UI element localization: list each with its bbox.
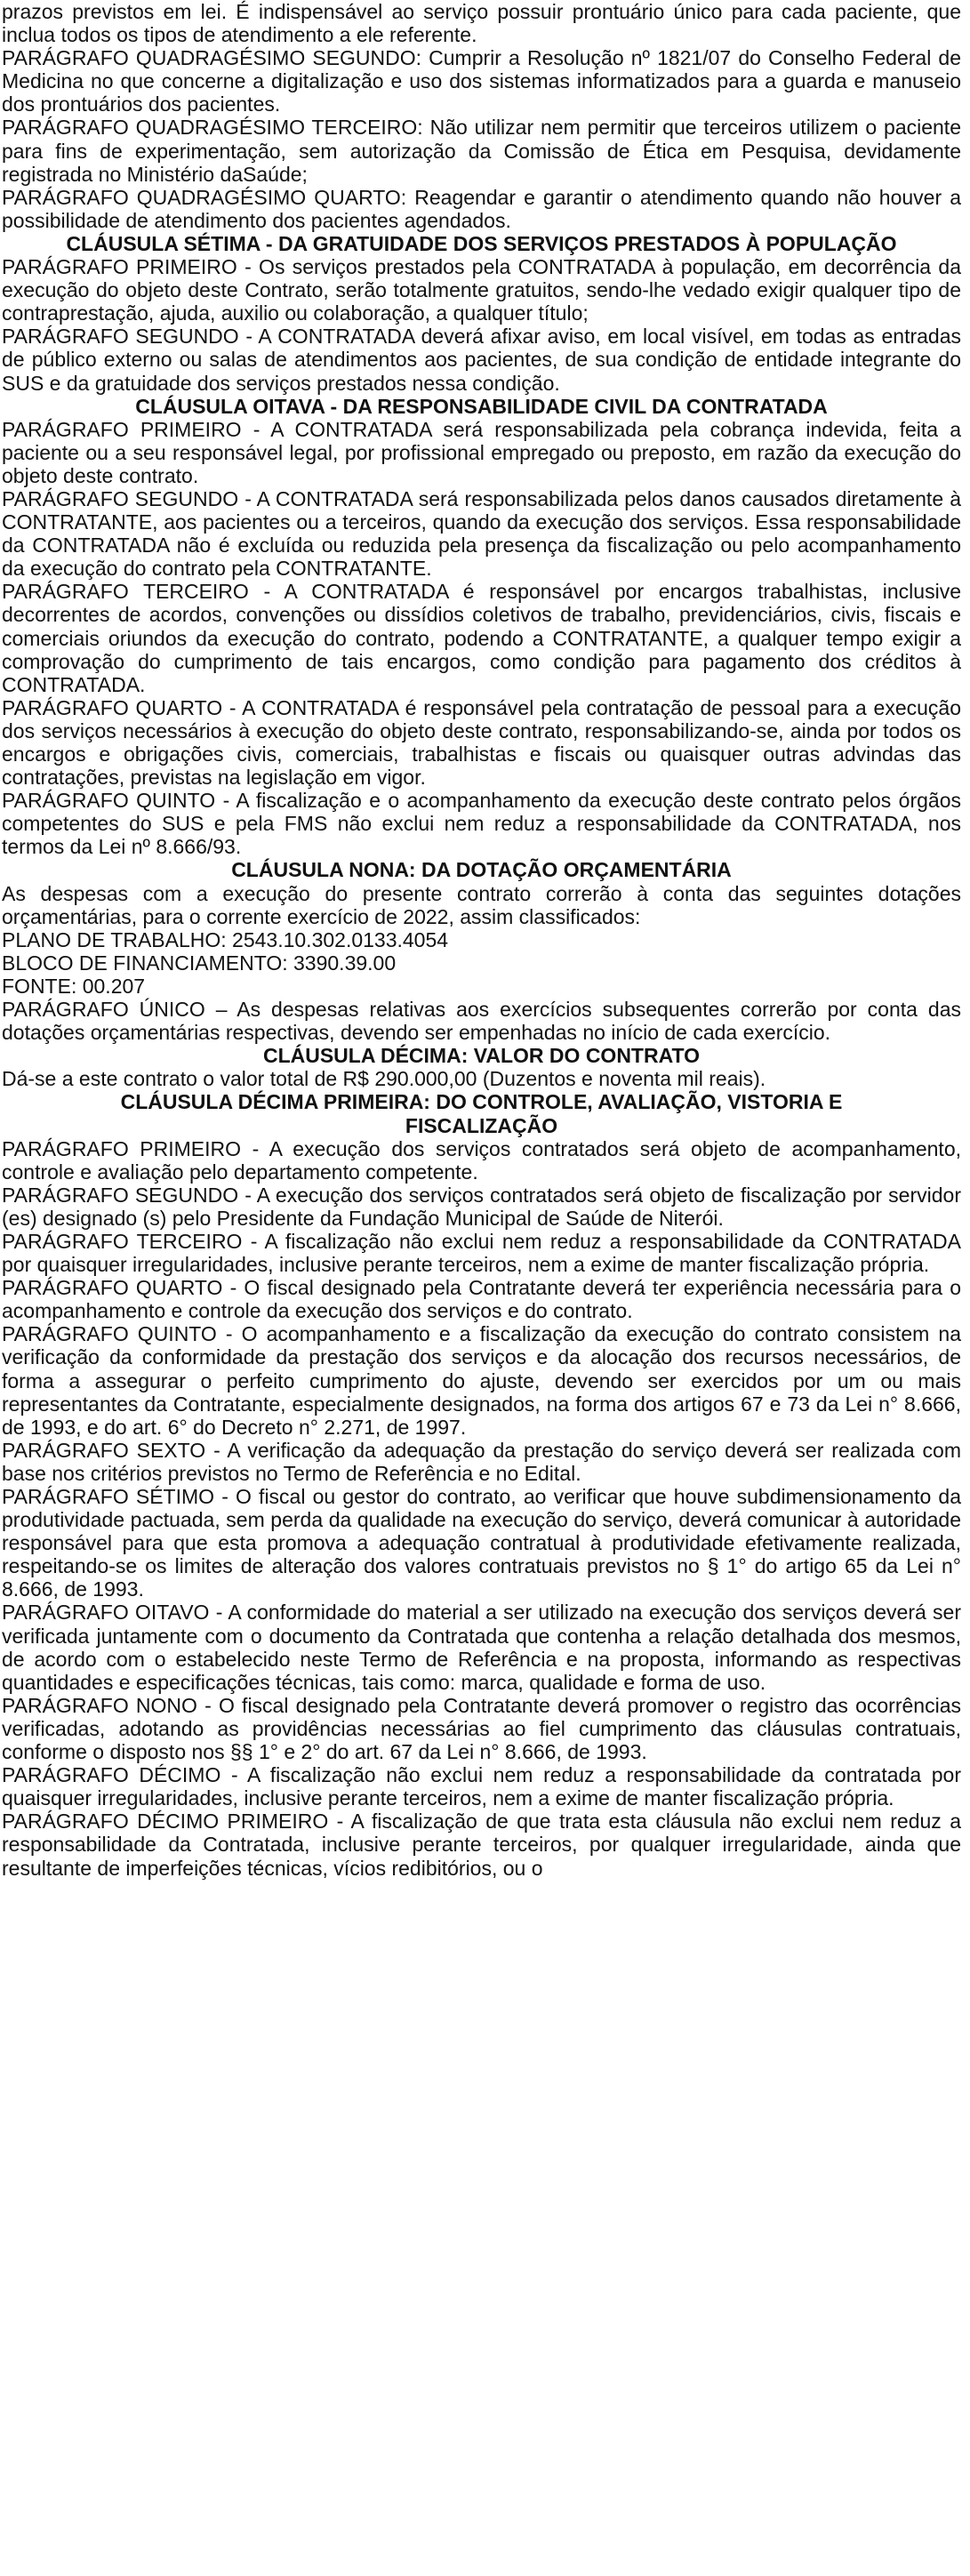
paragraph: PARÁGRAFO SEGUNDO - A CONTRATADA será responsabilizada pelos danos causados diretamente à CONTRATANTE, aos pacientes ou a terceiros, quando da execução dos serviços. Essa responsabilidade da CONTRATADA não é excluída ou reduzida pela presença da fiscalização ou pelo acompanhamento da execução do contrato pela CONTRATANTE. (2, 486, 961, 581)
paragraph: PARÁGRAFO SÉTIMO - O fiscal ou gestor do contrato, ao verificar que houve subdimensionamento da produtividade pactuada, sem perda da qualidade na execução do serviço, deverá comunicar à autoridade responsável para que esta promova a adequação contratual à produtividade efetivamente realizada, respeitando-se os limites de alteração dos valores contratuais previstos no § 1° do artigo 65 da Lei n° 8.666, de 1993. (2, 1485, 961, 1601)
paragraph: PARÁGRAFO SEGUNDO - A execução dos serviços contratados será objeto de fiscalização por servidor (es) designado (s) pelo Presidente da Fundação Municipal de Saúde de Niterói. (2, 1183, 961, 1230)
paragraph: PARÁGRAFO QUADRAGÉSIMO SEGUNDO: Cumprir a Resolução nº 1821/07 do Conselho Federal de Medicina no que concerne a digitalização e uso dos sistemas informatizados para a guarda e manuseio dos prontuários dos pacientes. (2, 46, 961, 116)
clause-heading: CLÁUSULA SÉTIMA - DA GRATUIDADE DOS SERVIÇOS PRESTADOS À POPULAÇÃO (66, 231, 897, 255)
paragraph: prazos previstos em lei. É indispensável ao serviço possuir prontuário único para cada paciente, que inclua todos os tipos de atendimento a ele referente. (2, 0, 961, 47)
budget-line: FONTE: 00.207 (2, 974, 146, 998)
clause-heading: CLÁUSULA OITAVA - DA RESPONSABILIDADE CIVIL DA CONTRATADA (135, 394, 828, 418)
paragraph: PARÁGRAFO DÉCIMO PRIMEIRO - A fiscalização de que trata esta cláusula não exclui nem reduz a responsabilidade da Contratada, inclusive perante terceiros, por qualquer irregularidade, ainda que resultante de imperfeições técnicas, vícios redibitórios, ou o (2, 1810, 961, 1880)
paragraph: PARÁGRAFO TERCEIRO - A fiscalização não exclui nem reduz a responsabilidade da CONTRATADA por quaisquer irregularidades, inclusive perante terceiros, nem a exime de manter fiscalização própria. (2, 1229, 961, 1277)
paragraph: PARÁGRAFO SEXTO - A verificação da adequação da prestação do serviço deverá ser realizada com base nos critérios previstos no Termo de Referência e no Edital. (2, 1438, 961, 1485)
paragraph: PARÁGRAFO NONO - O fiscal designado pela Contratante deverá promover o registro das ocorrências verificadas, adotando as providências necessárias ao fiel cumprimento das cláusulas contratuais, conforme o disposto nos §§ 1° e 2° do art. 67 da Lei n° 8.666, de 1993. (2, 1693, 961, 1764)
budget-line: PLANO DE TRABALHO: 2543.10.302.0133.4054 (2, 927, 449, 951)
paragraph: PARÁGRAFO SEGUNDO - A CONTRATADA deverá afixar aviso, em local visível, em todas as entradas de público externo ou salas de atendimentos aos pacientes, de sua condição de entidade integrante do SUS e da gratuidade dos serviços prestados nessa condição. (2, 325, 961, 395)
paragraph: PARÁGRAFO TERCEIRO - A CONTRATADA é responsável por encargos trabalhistas, inclusive decorrentes de acordos, convenções ou dissídios coletivos de trabalho, previdenciários, civis, fiscais e comerciais oriundos da execução do contrato, podendo a CONTRATANTE, a qualquer tempo exigir a comprovação do cumprimento de tais encargos, como condição para pagamento dos créditos à CONTRATADA. (2, 580, 961, 696)
clause-heading: CLÁUSULA DÉCIMA PRIMEIRA: DO CONTROLE, AVALIAÇÃO, VISTORIA E FISCALIZAÇÃO (120, 1090, 843, 1137)
contract-value: Dá-se a este contrato o valor total de R$ 290.000,00 (Duzentos e noventa mil reais). (2, 1067, 766, 1091)
paragraph: PARÁGRAFO QUARTO - A CONTRATADA é responsável pela contratação de pessoal para a execução dos serviços necessários à execução do objeto deste contrato, responsabilizando-se, ainda por todos os encargos e obrigações civis, comerciais, trabalhistas e fiscais ou quaisquer outras advindas das contratações, previstas na legislação em vigor. (2, 695, 961, 790)
paragraph: PARÁGRAFO QUADRAGÉSIMO TERCEIRO: Não utilizar nem permitir que terceiros utilizem o paciente para fins de experimentação, sem autorização da Comissão de Ética em Pesquisa, devidamente registrada no Ministério daSaúde; (2, 116, 961, 186)
budget-line: BLOCO DE FINANCIAMENTO: 3390.39.00 (2, 951, 397, 975)
paragraph: PARÁGRAFO PRIMEIRO - Os serviços prestados pela CONTRATADA à população, em decorrência da execução do objeto deste Contrato, serão totalmente gratuitos, sendo-lhe vedado exigir qualquer tipo de contraprestação, ajuda, auxilio ou colaboração, a qualquer título; (2, 255, 961, 325)
paragraph: PARÁGRAFO ÚNICO – As despesas relativas aos exercícios subsequentes correrão por conta das dotações orçamentárias respectivas, devendo ser empenhadas no início de cada exercício. (2, 998, 961, 1045)
paragraph: As despesas com a execução do presente contrato correrão à conta das seguintes dotações orçamentárias, para o corrente exercício de 2022, assim classificados: (2, 881, 961, 928)
paragraph: PARÁGRAFO PRIMEIRO - A execução dos serviços contratados será objeto de acompanhamento, controle e avaliação pelo departamento competente. (2, 1136, 961, 1184)
clause-heading: CLÁUSULA NONA: DA DOTAÇÃO ORÇAMENTÁRIA (231, 858, 732, 882)
paragraph: PARÁGRAFO OITAVO - A conformidade do material a ser utilizado na execução dos serviços deverá ser verificada juntamente com o documento da Contratada que contenha a relação detalhada dos mesmos, de acordo com o estabelecido neste Termo de Referência e na proposta, informando as respectivas quantidades e especificações técnicas, tais como: marca, qualidade e forma de uso. (2, 1601, 961, 1694)
paragraph: PARÁGRAFO DÉCIMO - A fiscalização não exclui nem reduz a responsabilidade da contratada por quaisquer irregularidades, inclusive perante terceiros, nem a exime de manter fiscalização própria. (2, 1763, 961, 1810)
paragraph: PARÁGRAFO QUINTO - A fiscalização e o acompanhamento da execução deste contrato pelos órgãos competentes do SUS e pela FMS não exclui nem reduz a responsabilidade da CONTRATADA, nos termos da Lei nº 8.666/93. (2, 789, 961, 859)
clause-heading: CLÁUSULA DÉCIMA: VALOR DO CONTRATO (262, 1044, 701, 1068)
paragraph: PARÁGRAFO QUINTO - O acompanhamento e a fiscalização da execução do contrato consistem na verificação da conformidade da prestação dos serviços e da alocação dos recursos necessários, de forma a assegurar o perfeito cumprimento do ajuste, devendo ser exercidos por um ou mais representantes da Contratante, especialmente designados, na forma dos artigos 67 e 73 da Lei n° 8.666, de 1993, e do art. 6° do Decreto n° 2.271, de 1997. (2, 1322, 961, 1439)
paragraph: PARÁGRAFO PRIMEIRO - A CONTRATADA será responsabilizada pela cobrança indevida, feita a paciente ou a seu responsável legal, por profissional empregado ou preposto, em razão da execução do objeto deste contrato. (2, 417, 961, 487)
paragraph: PARÁGRAFO QUARTO - O fiscal designado pela Contratante deverá ter experiência necessária para o acompanhamento e controle da execução dos serviços e do contrato. (2, 1276, 961, 1323)
paragraph: PARÁGRAFO QUADRAGÉSIMO QUARTO: Reagendar e garantir o atendimento quando não houver a possibilidade de atendimento dos pacientes agendados. (2, 185, 961, 232)
